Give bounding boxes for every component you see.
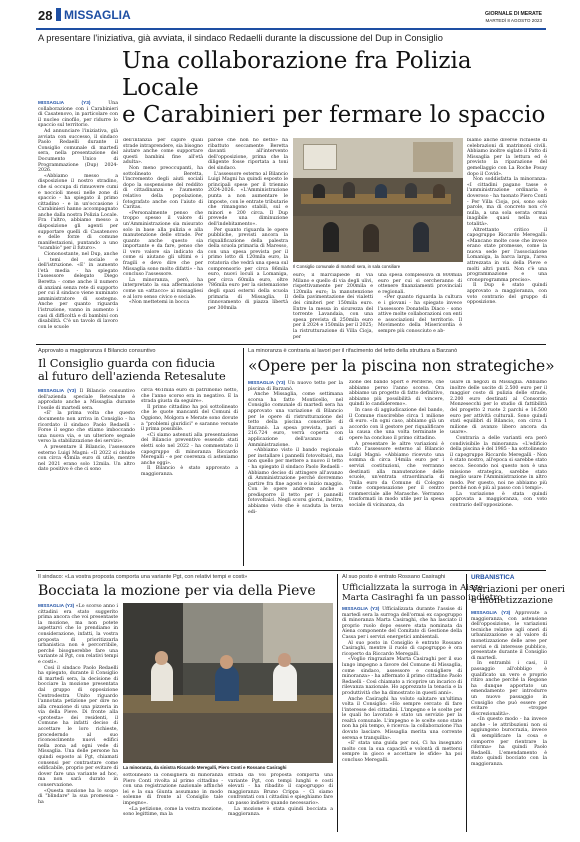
paragraph: La minoranza, però, ha interpretato la sua affermazione come un «attacco» ai missagliesi e al loro senso civico e sociale.	[123, 277, 203, 300]
paragraph: Contraria a delle varianti era però condivisibile la minoranza: «L'edificio della piscina è del 1985 - ha sottolineato il capogruppo Riccardo Meregalli - Non è stato nostro, all'epoca si sarebbe stato secco. Secondo noi questo non è una missione strategica, sarebbe stato meglio usare l'Amministrazione in altro modo. Per questo, noi ne abbiamo più perché non è più al passo con i tempi».	[450, 435, 547, 492]
paragraph: euro; il marciapiede di via Milano e quello di via degli ulivi, rispettivamente per 200mila e 120mila euro; la manutenzione della pavimentazione dei vialetti dei cimiteri per 150mila euro. Entre la messa in sicurezza del torrente Lavandaia, con una spesa prevista di 250mila euro per il 2024 e 150mila per il 2025; la ristrutturazione di Villa Cioja, per	[293, 273, 373, 340]
article-1-title-line-1: Una collaborazione fra Polizia Locale	[122, 48, 472, 101]
article-2-title	[38, 357, 243, 383]
minority-councillors-photo	[123, 603, 333, 763]
vertical-divider	[466, 574, 467, 832]
paragraph: MISSAGLIA (Y3) Ufficializzata durante l'assise di martedì sera la surroga dell'ormai ex capogruppo di minoranza Marta Casiraghi, che ha lasciato il proprio ruolo dopo essere stata nominata da Aiena componente del Comitato di Gestione della Cassa per i servizi energetici ambientali.	[342, 606, 462, 640]
paragraph: «In questo modo - ha invece anche - le attribuzioni non si aggiungono burocrazia, invece di semplificare la cosa e comporre per rientrare la riforma» ha quindi Paolo Redaelli. L'emendamento è stato quindi bocciato con la maggioranza.	[471, 717, 547, 768]
paragraph: Non soddisfatta la minoranza: «I cittadini pagano tasse e l'amministrazione ordinaria è doveroso - ha tuonato Piero Conti - Per Villa Cioja, poi, sono solo parole, ma di concreto non c'è nulla, a una sola serata ormai inagibile quasi nella sua totalità».	[467, 177, 547, 227]
article-1-title	[122, 48, 552, 129]
article-3-column-2	[349, 380, 444, 566]
paragraph: MISSAGLIA (Y3) «Lo scorso anno i cittadini era stato suggerito prima ancora che voi presentaste la mozione, ma non potete aspettarvi che lo prendiamo in considerazione, infatti, la vostra proposta di prioritizzarla urbanistica non è percorribile, perché bisognerebbe fare una variante al Pgt, con relativi tempi e costi».	[38, 603, 118, 665]
paragraph: «Voglio ringraziare Marta Casiraghi per il suo lungo impegno a favore del Comune di Missaglia, come sindaco, assessore e consigliere di minoranza» - ha affermato il primo cittadino Paolo Redaelli - Così chiamato a ricoprire un incarico di rilevanza nazionale. Ho apprezzato la tenacia e la produttività che ha dimostrato in questi anni».	[342, 657, 462, 696]
article-3-column-3	[450, 380, 547, 566]
header-rule	[36, 28, 546, 30]
paragraph: A presentare le altre variazioni è stato l'assessore esterno al Bilancio Luigi Magni: «Abbiamo ricevuto una somma di circa 14mila euro per i servizi costituzioni, che verranno destinati alla manutenzione delle scuole, un'entrata straordinaria di 7mila euro da Comune di Cologno come compensazione per il centro commerciale alle Marasche. Verranno trasformati in modo utile per la spesa sociale di vicinanza, da	[349, 441, 444, 509]
paragraph: MISSAGLIA (Y3) Approvate a maggioranza, con astensione dell'opposizione, le variazioni tecniche relative agli oneri di urbanizzazione e al valore di monetizzazione delle aree per servizi e di interesse pubblico, presentate durante il Consiglio di martedì.	[471, 610, 547, 661]
paragraph: sottolineato la consigliera di minoranza Piero Conti rivolta al primo cittadino - con una registrazione nazionale affinché lei e la sua Giunta assumano in modo solenne di fronte al Consiglio tale impegno».	[123, 773, 223, 806]
paragraph: biamo anche diverse richieste di celebrazioni di matrimoni civili. Abbiamo inoltre siglato il Patto di Missaglia per la lettura ed è previsto la riparazione del gemellaggio con La Roche Posay dopo il Covid».	[467, 138, 547, 177]
paragraph: «Abbiamo visto il bando regionale per installare i pannelli fotovoltaici, ma non quello per mettere a nuovo il tetto - ha spiegato il sindaco Paolo Redaelli - Abbiamo deciso di attingere all'avanzo di Amministrazione perché dovremmo partire fra fine agosto e inizio maggio. Con le opere andremo anche a predisporre il tetto per i pannelli fotovoltaici. Negli scorsi giorni, inoltre, abbiamo visto che è scaduta la terza edi-	[248, 448, 343, 515]
paragraph: «Ci siamo astenuti alla presentazione del Bilancio preventivo essendo stati eletti solo nel 2022 - ha commentato il capogruppo di minoranza Riccardo Meregalli - e per coerenza ci asteniamo anche oggi».	[141, 432, 238, 466]
page-header	[0, 0, 580, 30]
paragraph: L'assessore esterno al Bilancio Luigi Magni ha quindi esposto le principali spese per il triennio 2024-2026. «L'Amministrazione punta a non aumentare le imposte, con le entrate tributarie che rimangono stabili, sul e minori e 200 circa. Il Dup prevede una diminuzione dell'indebitamento».	[208, 171, 288, 227]
article-4-column-1	[38, 603, 118, 831]
paragraph: Così il sindaco Paolo Redaelli ha spiegato, durante il Consiglio di martedì sera, la decisione di bocciare la mozione presentata dal gruppo di opposizione Centrodestra Unito riguardo l'annotata petizione per dire no alla creazione di una pizzeria in via della Pieve. Di fronte alla «protesta» dei residenti, il Comune ha infatti deciso di accettare le loro richieste, procederndo al suo riconoscimento nuovi edifici nella zona ad ogni vede di Missaglia. Una delle persone ha quindi esposto ai Pgt, chiamati consensi per contrastare come edificabile, proprio per evitare di dover fare una variante ad hoc, ma non sarà durato in conservazione.	[38, 665, 118, 788]
paragraph: «Abbiamo messo a disposizione il nostro stradino, che si occupa di rimuovere cumi e noccioli messi nelle zone di spaccio - ha spiegato il primo cittadino - e in un'occasione i Carabinieri hanno accompagnato anche dalla nostra Polizia Locale. Fra l'altro, abbiamo messo a disposizione gli agenti per supportare quelli di Casatenovo e delle forze di comune manifestazioni, puntando a uno "scambio" per il futuro».	[38, 173, 118, 252]
vertical-divider	[337, 574, 338, 832]
paragraph: A presentare il Bilancio, l'assessore esterno Luigi Magni: «Il 2022 si chiude con circa 45mila euro di utile, mentre nel 2021 erano solo 12mila. Un altro dato positivo è che ci sono	[38, 444, 135, 473]
article-6-title-line-1: Variazioni per oneri	[471, 584, 565, 595]
paragraph: Il Dup è stato quindi approvato a maggioranza, con voto contrario del gruppo di opposizione.	[467, 283, 547, 306]
paragraph: Non meno preoccupanti, ha sottolineato Beretta, l'incremento degli aiuti sociali dopo la sospensione del reddito di cittadinanza e l'aumento relativo della popolazione, fotografato anche con l'aiuto di Caritas.	[123, 165, 203, 211]
paragraph: MISSAGLIA (Y3) Il Bilancio consuntivo dell'azienda speciale Retesalute è approdato anche a Missaglia durante l'ossile di martedì sera.	[38, 388, 135, 411]
paragraph: Al suo posto in Consiglio è entrato Rossano Casiraghi, mentre il ruolo di capogruppo è ora ricoperto da Riccardo Meregalli.	[342, 640, 462, 657]
paragraph: Altrettanto critico il capogruppo Riccardo Meregalli: «Mancano molte cose che invece erano state promesse, come la nuova sede per l'associazione Lomaniga, la barca larga, l'area attrezzata in via della Pieve e molti altri punti. Non c'è una programmazione e una cronoprogramma preciso».	[467, 227, 547, 283]
article-4-kicker: Il sindaco: «La vostra proposta comporta una variante Pgt, con relativi tempi e costi»	[38, 574, 248, 580]
divider	[36, 570, 546, 571]
article-1-kicker: A presentare l'iniziativa, già avviata, il sindaco Redaelli durante la discussione del Dup in Consiglio	[38, 33, 443, 43]
paragraph: In caso di aggiudicazione del bando, il Comune riuscirebbe circa 1 milione di euro. «In ogni caso, abbiamo già un accordo con il gestore per riqualificare la causa che una volta terminate le opere ha concluso il primo cittadino.	[349, 407, 444, 441]
article-5-title-line-2: Marta Casiraghi fa un passo indietro	[342, 593, 503, 603]
article-6-title-line-2: e monetizzazione	[471, 595, 554, 606]
section-bar-marker	[56, 8, 61, 21]
dateline-tag: MISSAGLIA (Y3)	[38, 603, 75, 608]
divider	[36, 344, 546, 345]
paragraph: La variazione è stata quindi approvata a maggioranza, con voto contrario dell'opposizione.	[450, 491, 547, 509]
vertical-divider	[243, 348, 244, 566]
article-6-column-1	[471, 610, 547, 832]
paragraph: usare in negozi di Missaglia. Abbiamo inoltre delle uscite di 2.500 euro per il maggior costo di pulizia delle strade, 2.200 euro destinati al Consorzio Monzesecchi per lo studio di fattibilità del progetto 2 ruote 2 parchi e 16.500 euro per attività culturali. Sono quindi stati equilibri di Bilancio, con circa 1 milione di avanzo libero ancora da usare».	[450, 380, 547, 436]
paragraph: MISSAGLIA (Y3) Una collaborazione con i Carabinieri di Casatenovo, in particolare con il nucleo cinofilo, per ridurre lo spaccio sul territorio.	[38, 100, 118, 129]
paragraph: Il Bilancio è stato approvato a maggioranza.	[141, 466, 238, 477]
article-1-column-4	[293, 273, 373, 340]
article-3-title: «Opere per la piscina non strategiche»	[248, 357, 555, 375]
paragraph: «E' la prima volta che questo documento non arriva in Consiglio - ha ricordato il sindaco Paolo Redaelli - Forse il segno che stiamo imboccando una nuova via, e un ulteriore segnale verso la stabilizzazione dei servizi».	[38, 411, 135, 445]
dateline-tag: MISSAGLIA (Y3)	[471, 610, 511, 615]
article-4-column-3	[228, 773, 333, 831]
paragraph: «La petizione, come la vostra mozione, sono legittime, ma la	[123, 806, 223, 818]
photo-caption: La minoranza, da sinistra Riccardo Meregalli, Piero Conti e Rossano Casiraghi	[123, 765, 287, 770]
paragraph: zione del bando Sport e Periferie, che abbiamo perso l'anno scorso. Ora abbiamo un progetto di fatto definitivo, abbiamo più possibilità di vincere, quindi lo candideremo».	[349, 380, 444, 408]
article-1-column-1	[38, 100, 118, 340]
dateline-tag: MISSAGLIA (Y3)	[38, 388, 77, 393]
dateline-tag: MISSAGLIA (Y3)	[38, 100, 91, 105]
paragraph: Per quanto riguarda le opere pubbliche, previsti ancora la riqualificazione della palestra della scuola primaria di Maresso, con una spesa prevista per il primo lotto di 120mila euro, la rotatoria che vedrà una spesa sul comprensorio per circa 86mila euro, nuovi loculi a Lomaniga, per circa 60mila euro, oltre 786mila euro per la sistemazione degli spazi esterni della scuola primaria di Missaglia. Il rinnovamento di piazza libertà per 300mila	[208, 227, 288, 311]
article-5-column-1	[342, 606, 462, 832]
article-1-column-3	[208, 138, 288, 340]
section-title: MISSAGLIA	[64, 8, 131, 22]
photo-caption: Il Consiglio comunale di martedì sera, in sala consiliare	[293, 264, 401, 269]
paragraph: La mozione è stata quindi bocciata a maggioranza.	[228, 806, 333, 818]
article-2-column-1	[38, 388, 135, 566]
paragraph: Ad annunciare l'iniziativa, già avviata con successo, il sindaco Paolo Redaelli durante il Consiglio comunale di martedì sera, nella presentazione del Documento Unico di Programmazione (Dup) 2024-2026.	[38, 128, 118, 174]
newspaper-name: GIORNALE DI MERATE	[485, 11, 542, 17]
paragraph: dell'infanzia per capire quali strade intraprendere, sia bisogno aiutare anche come supportare questi bambini fine all'età adulta».	[123, 138, 203, 166]
paragraph: «Per quanto riguarda la cultura e i giovani - ha spiegato invece l'assessore Donatella Diaco - sono attive molte collaborazioni con enti e associazioni del territorio. Il Movimento della Misericordia è sempre più conosciuto e ab-	[378, 295, 462, 334]
dateline-tag: MISSAGLIA (Y3)	[248, 380, 286, 385]
dateline-tag: MISSAGLIA (Y3)	[342, 606, 380, 611]
urbanistica-label: URBANISTICA	[471, 574, 515, 581]
council-meeting-photo	[293, 138, 463, 262]
article-5-title	[342, 583, 503, 603]
article-1-column-2	[123, 138, 203, 340]
article-1-column-5	[378, 273, 462, 340]
article-6-title	[471, 584, 565, 606]
article-3-kicker: La minoranza è contraria ai lavori per il rifacimento del tetto della struttura a Barzanò	[248, 348, 458, 354]
paragraph: Anche Missaglia, come settimana scorsa ha fatto Monticello, nel Consiglio comunale di martedì sera ha approvato una variazione di Bilancio per le opere di ristrutturazione del tetto della piscina consortile di Barzanò. La spesa prevista, pari a 216.724 euro, verrà coperta con applicazione dell'avanzo di Amministrazione.	[248, 392, 343, 448]
paragraph: Ciononostante, nel Dup, anche i temi del sociale e dell'istruzione. «E' in aumento l'età media - ha spiegato l'assessore delegato Diego Beretta - come anche il numero di anziani senza rete di supporto per cui il sindaco viene numinato amministratore di sostegno. Anche per quanto riguarda l'istruzione, vanno in aumento i casi di difficoltà e di bambini con disabilità. C'è un tavolo di lavoro con le scuole	[38, 252, 118, 330]
article-1-title-line-2: e Carabinieri per fermare lo spaccio	[122, 102, 546, 128]
paragraph: MISSAGLIA (Y3) Un nuovo tetto per la piscina di Barzanò.	[248, 380, 343, 392]
paragraph: strada da voi proposta comporta una variante Pgt, con tempi lunghi e costi elevati - ha ribadito il capogruppo di maggioranza Bruno Crippa - Ci siamo confrontati con i cittadini e spieghiamo fare un passo indietro quando necessario».	[228, 773, 333, 806]
article-2-kicker: Approvato a maggioranza il Bilancio consuntivo	[38, 348, 156, 354]
page-number: 28	[38, 8, 53, 23]
paragraph: «E' stata una guida per noi, Ci ha insegnato molto con la sua capacità e volontà di mettersi sempre in gioco e accettare le sfide» ha poi concluso Meregalli.	[342, 741, 462, 764]
article-5-kicker: Al suo posto è entrato Rossano Casiraghi	[342, 574, 446, 580]
paragraph: «Non mettetemi in bocca	[129, 300, 190, 306]
paragraph: In entrambi i casi, il passaggio all'obbligo è qualificato un vero e proprio ritiro anche perché la Regione ha dunque apportato un emendamento per introdurre un nuovo passaggio in Consiglio che può essere per evitare «troppe discrezionalità».	[471, 661, 547, 717]
article-3-column-1	[248, 380, 343, 566]
paragraph: «Questa mozione ha lo scopo di "blindare" la sua promessa - ha	[38, 788, 118, 805]
article-4-column-2	[123, 773, 223, 831]
article-2-title-line-1: Il Consiglio guarda con fiducia	[38, 356, 216, 370]
article-1-column-6	[467, 138, 547, 340]
article-2-title-line-2: al futuro dell'azienda Retesalute	[38, 369, 226, 383]
paragraph: «Personalmente penso che troppo spesso il valore di un'Amministrazione sia misurato solo in base alla pulizia e alla manutenzione delle strade. Per quanto anche questo sia importante e da fare, penso che il vero valore sia indicato da come si aiutano gli ultimi e i fragili e devo dire che per Missaglia sono molto difatti» - ha concluso l'assessore.	[123, 210, 203, 278]
issue-date: MARTEDÌ 8 AGOSTO 2023	[485, 18, 542, 23]
paragraph: circa 461mila euro di patrimonio netto, che l'anno scorso era in negativo. E la strada giusta da seguire».	[141, 388, 238, 405]
paragraph: una spesa complessiva di 800mila euro per cui si cercheranno di ottenere finanziamenti provinciali e regionali.	[378, 273, 462, 295]
paragraph: Il primo cittadino ha poi sottolineato che le quote mancanti del Comuni di Oggiono, Molgora e Merate sono dovute a "problemi giuridici" e saranno versate il prima possibile.	[141, 404, 238, 433]
article-2-column-2	[141, 388, 238, 566]
article-4-title: Bocciata la mozione per via della Pieve	[38, 583, 316, 599]
paragraph: Anche Casiraghi ha voluto salutare un'ultima volta il Consiglio: «Ho sempre cercato di fare l'interesse dei cittadini. L'impegno e le scelte per le quali ho lavorato è stato un servizio per la realtà comunale. L'impegno e le scelte sono state non ha più tempo, è ricerca: la collaborazione l'ha dovuto lasciare. Missaglia merita una corrente serena e tranquilla».	[342, 696, 462, 741]
article-5-title-line-1: Ufficializzata la surroga in Aisse	[342, 583, 483, 593]
paragraph: parole che non ho detto» ha ribattuto seccamente Beretta davanti all'intervento dell'opposizione, prima che la diligente fosse riportata a toni del sindaco.	[208, 138, 288, 171]
